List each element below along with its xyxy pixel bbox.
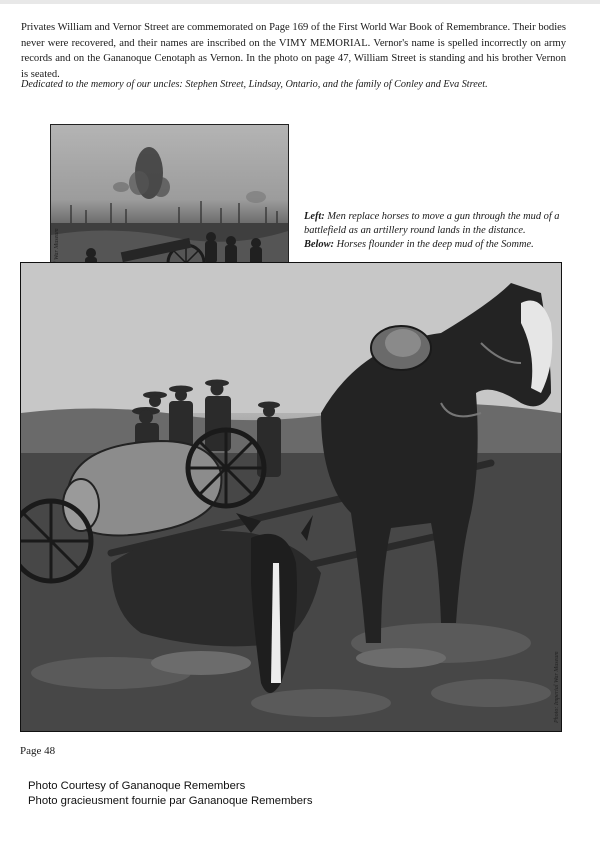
main-photo-illustration [21, 263, 561, 731]
caption-below-label: Below: [304, 238, 335, 250]
caption-below-text: Horses flounder in the deep mud of the Somme. [334, 238, 534, 250]
photo-courtesy [28, 779, 312, 809]
main-photo-credit: Photo: Imperial War Museum [554, 651, 560, 723]
dedication-line: Dedicated to the memory of our uncles: Stephen Street, Lindsay, Ontario, and the family of Conley and Eva Street. [21, 79, 488, 90]
top-edge [0, 0, 600, 4]
main-photo [20, 262, 562, 732]
caption-left-label: Left: [304, 211, 325, 222]
courtesy-line-french: Photo gracieusment fournie par Gananoque Remembers [28, 795, 313, 807]
caption-left-text: Men replace horses to move a gun through the mud of a battlefield as an artillery round lands in the distance. [304, 211, 560, 236]
photo-caption [304, 210, 566, 251]
courtesy-line-english: Photo Courtesy of Gananoque Remembers [28, 780, 246, 792]
page-number: Page 48 [20, 745, 56, 757]
intro-paragraph: Privates William and Vernor Street are commemorated on Page 169 of the First World War Book of Remembrance. Their bodies never were recovered, and their names are inscribed on the VIMY MEMORIAL. Vernor's name is spelled incorrectly on army records and on the Gananoque Cenotaph as Vernon. In the photo on page 47, William Street is standing and his brother Vernon is seated. [21, 22, 566, 80]
